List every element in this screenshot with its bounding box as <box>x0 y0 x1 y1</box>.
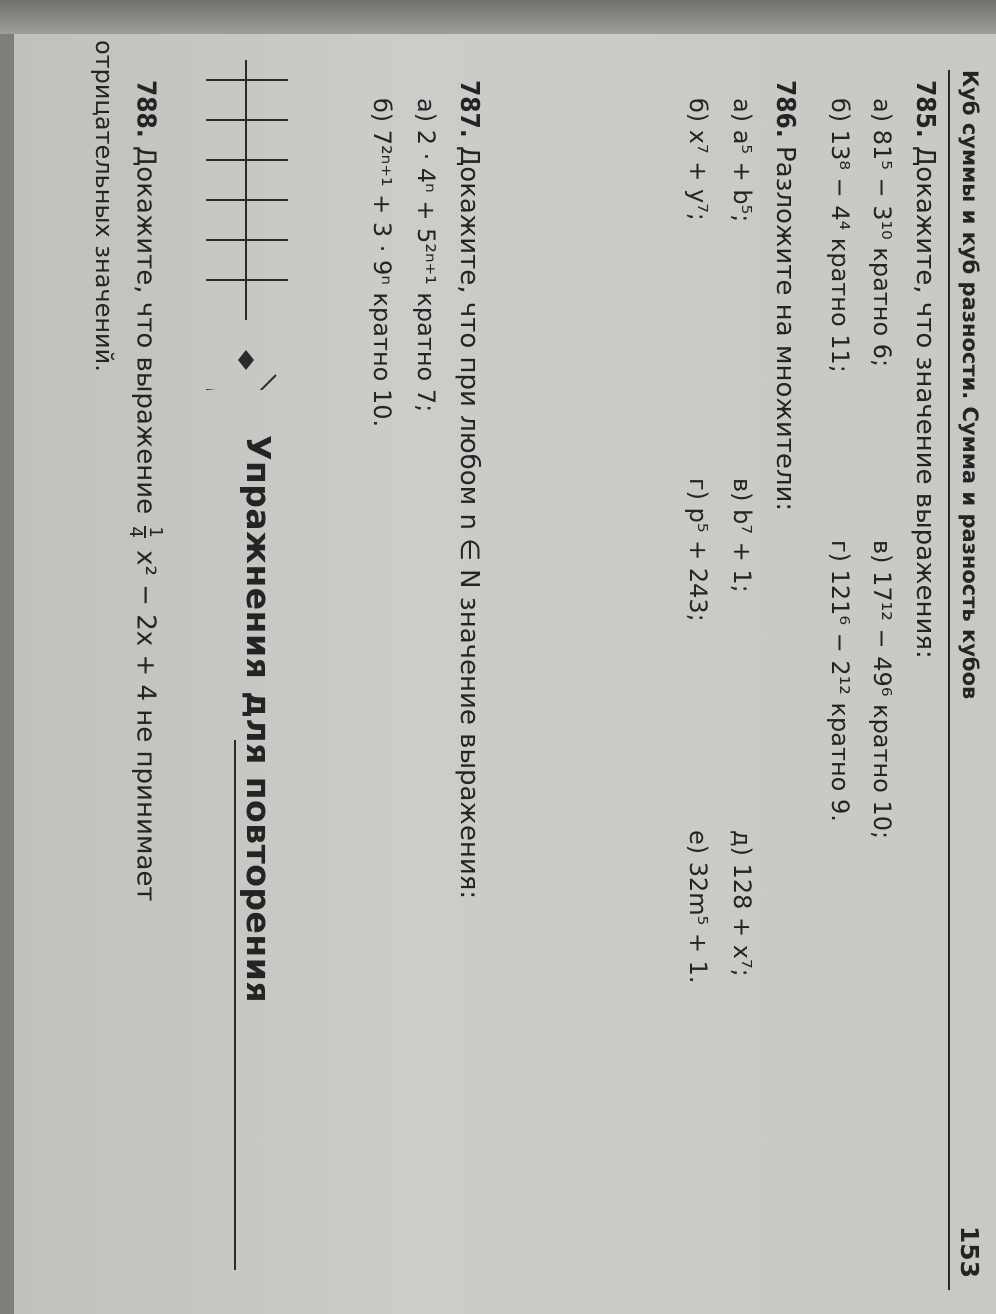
problem-786-d: д) 128 + x⁷; <box>728 830 756 977</box>
problem-785-v: в) 17¹² − 49⁶ кратно 10; <box>868 540 896 840</box>
problem-786-a: а) a⁵ + b⁵; <box>728 98 756 223</box>
problem-number: 788. <box>130 80 161 138</box>
problem-788-statement <box>126 80 164 902</box>
section-title: Упражнения для повторения <box>239 435 278 1004</box>
problem-number: 785. <box>910 80 940 138</box>
running-header <box>948 70 984 1290</box>
problem-786-b: б) x⁷ + y⁷; <box>684 98 712 221</box>
fraction <box>126 526 164 537</box>
problem-text-before: Докажите, что выражение <box>130 145 161 515</box>
problem-text: Докажите, что значение выражения: <box>910 145 940 659</box>
problem-787-b: б) 7²ⁿ⁺¹ + 3 · 9ⁿ кратно 10. <box>368 98 396 428</box>
problem-786-g: г) p⁵ + 243; <box>684 478 712 622</box>
problem-785-g: г) 121⁶ − 2¹² кратно 9. <box>826 540 854 822</box>
problem-785-statement <box>910 80 940 659</box>
problem-786-v: в) b⁷ + 1; <box>728 478 756 593</box>
fraction-denominator: 4 <box>125 526 146 538</box>
problem-788-continuation: отрицательных значений. <box>90 40 118 372</box>
section-heading <box>234 320 278 1270</box>
problem-text: Разложите на множители: <box>770 145 800 512</box>
section-rule <box>234 740 236 1270</box>
problem-text: Докажите, что при любом n ∈ N значение выражения: <box>454 145 484 900</box>
problem-786-statement <box>770 80 800 511</box>
problem-786-e: е) 32m⁵ + 1. <box>684 830 712 984</box>
problem-785-b: б) 13⁸ − 4⁴ кратно 11; <box>826 98 854 373</box>
problem-785-a: а) 81⁵ − 3¹⁰ кратно 6; <box>868 98 896 368</box>
problem-number: 786. <box>770 80 800 138</box>
fraction-numerator: 1 <box>145 526 166 538</box>
problem-787-statement <box>454 80 484 899</box>
problem-787-a: а) 2 · 4ⁿ + 5²ⁿ⁺¹ кратно 7; <box>412 98 440 413</box>
header-title: Куб суммы и куб разности. Сумма и разность кубов <box>958 70 982 700</box>
page-number: 153 <box>955 1225 984 1278</box>
problem-number: 787. <box>454 80 484 138</box>
problem-text-after: x² − 2x + 4 не принимает <box>130 550 161 902</box>
